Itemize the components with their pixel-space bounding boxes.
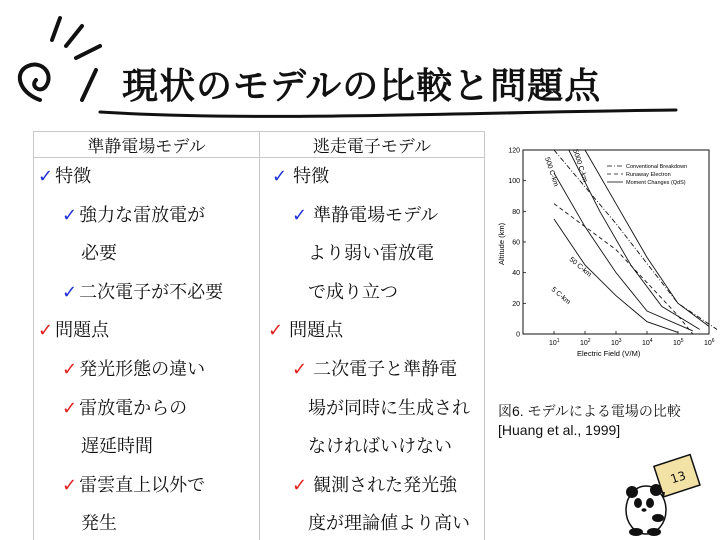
right-table-line [260, 428, 484, 467]
caption-line-1: 図6. モデルによる電場の比較 [498, 403, 681, 419]
y-tick-label: 60 [512, 239, 520, 247]
left-table-line [34, 505, 259, 540]
table-line-text: 観測された発光強 [313, 474, 458, 496]
right-table-line [260, 274, 484, 313]
slide-title: 現状のモデルの比較と問題点 [122, 66, 602, 107]
check-mark-icon: ✓ [292, 358, 308, 380]
curve-label: 500 C-km [543, 156, 560, 188]
table-line-text: 強力な雷放電が [79, 204, 206, 226]
x-tick-label [673, 338, 684, 347]
right-table-line [260, 351, 484, 390]
legend-entry: Conventional Breakdown [626, 164, 688, 170]
y-axis-label: Altitude (km) [497, 222, 506, 265]
figure-caption [498, 402, 681, 440]
swirl-tail [82, 70, 96, 100]
table-line-text: 度が理論値より高い [308, 513, 470, 535]
y-tick-label: 80 [512, 208, 520, 216]
check-mark-icon: ✓ [272, 166, 288, 187]
x-tick-exp: 1 [556, 338, 560, 344]
curve-label: 5000 C-km [571, 148, 589, 184]
chart-legend [607, 164, 687, 186]
x-tick-exp: 5 [680, 338, 684, 344]
table-line-text: 二次電子と準静電 [313, 358, 458, 380]
table-line-text: 雷雲直上以外で [79, 474, 206, 496]
comparison-table [33, 131, 485, 540]
x-tick-base: 10 [549, 340, 557, 347]
table-line-text: 準静電場モデル [313, 204, 439, 226]
check-mark-icon: ✓ [62, 397, 78, 419]
table-line-text: 問題点 [55, 320, 110, 342]
electric-field-chart [493, 140, 717, 362]
table-line-text: 雷放電からの [79, 397, 188, 419]
panda-mascot [618, 448, 718, 538]
x-tick-base: 10 [642, 340, 650, 347]
legend-entry: Moment Changes (QdS) [626, 180, 686, 186]
swirl-mark [20, 65, 49, 100]
left-table-line [34, 235, 259, 274]
curve-label: 5 C-km [549, 286, 572, 307]
left-table-line [34, 274, 259, 313]
check-mark-icon: ✓ [38, 166, 54, 187]
x-tick-label [642, 338, 653, 347]
legend-entry: Runaway Electron [626, 172, 671, 178]
title-underline [100, 110, 676, 116]
y-tick-label: 120 [508, 147, 520, 155]
table-line-text: 特徴 [293, 166, 330, 187]
table-line-text: 二次電子が不必要 [79, 281, 224, 303]
chart-axes [508, 148, 714, 348]
x-tick-base: 10 [704, 340, 712, 347]
check-mark-icon: ✓ [62, 281, 78, 303]
header-runaway-electron-model: 逃走電子モデル [260, 132, 485, 158]
quasi-static-column [34, 158, 260, 540]
y-tick-label: 20 [512, 300, 520, 308]
right-table-line [260, 390, 484, 429]
table-line-text: 遅延時間 [81, 436, 153, 458]
x-tick-exp: 4 [649, 338, 653, 344]
y-tick-label: 0 [516, 331, 520, 339]
right-table-line [260, 467, 484, 506]
right-table-line [260, 197, 484, 236]
left-table-line [34, 467, 259, 506]
spark-stroke-2 [66, 26, 82, 46]
check-mark-icon: ✓ [292, 204, 308, 226]
left-table-line [34, 158, 259, 197]
x-tick-label [549, 338, 560, 347]
table-line-text: で成り立つ [308, 281, 398, 303]
left-table-line [34, 390, 259, 429]
y-tick-label: 100 [508, 178, 520, 186]
x-tick-base: 10 [580, 340, 588, 347]
runaway-electron-column [260, 158, 485, 540]
x-tick-exp: 2 [587, 338, 591, 344]
check-mark-icon: ✓ [38, 320, 54, 342]
left-table-line [34, 351, 259, 390]
table-header-row [34, 132, 485, 158]
x-tick-base: 10 [673, 340, 681, 347]
series-line [554, 204, 693, 334]
header-quasi-static-model: 準静電場モデル [34, 132, 260, 158]
caption-line-2: [Huang et al., 1999] [498, 422, 621, 438]
right-table-line [260, 235, 484, 274]
left-table-line [34, 312, 259, 351]
check-mark-icon: ✓ [292, 474, 308, 496]
x-tick-label [611, 338, 622, 347]
check-mark-icon: ✓ [268, 320, 284, 342]
spark-stroke-1 [52, 18, 60, 40]
table-line-text: 必要 [81, 243, 117, 265]
curve-label: 50 C-km [567, 256, 593, 279]
table-line-text: 問題点 [289, 320, 344, 342]
table-line-text: 場が同時に生成され [308, 397, 470, 419]
x-tick-exp: 6 [711, 338, 715, 344]
x-tick-base: 10 [611, 340, 619, 347]
x-axis-label: Electric Field (V/M) [577, 349, 641, 358]
left-table-line [34, 428, 259, 467]
table-line-text: 発光形態の違い [79, 358, 206, 380]
spark-stroke-3 [76, 46, 100, 58]
x-tick-label [580, 338, 591, 347]
page-number: 13 [668, 468, 688, 487]
right-table-line [260, 158, 484, 197]
check-mark-icon: ✓ [62, 474, 78, 496]
x-tick-exp: 3 [618, 338, 622, 344]
table-line-text: なければいけない [308, 436, 452, 458]
check-mark-icon: ✓ [62, 204, 78, 226]
table-line-text: より弱い雷放電 [308, 243, 434, 265]
right-table-line [260, 312, 484, 351]
table-line-text: 発生 [81, 513, 117, 535]
left-table-line [34, 197, 259, 236]
right-table-line [260, 505, 484, 540]
y-tick-label: 40 [512, 270, 520, 278]
check-mark-icon: ✓ [62, 358, 78, 380]
x-tick-label [704, 338, 715, 347]
table-line-text: 特徴 [55, 166, 92, 187]
